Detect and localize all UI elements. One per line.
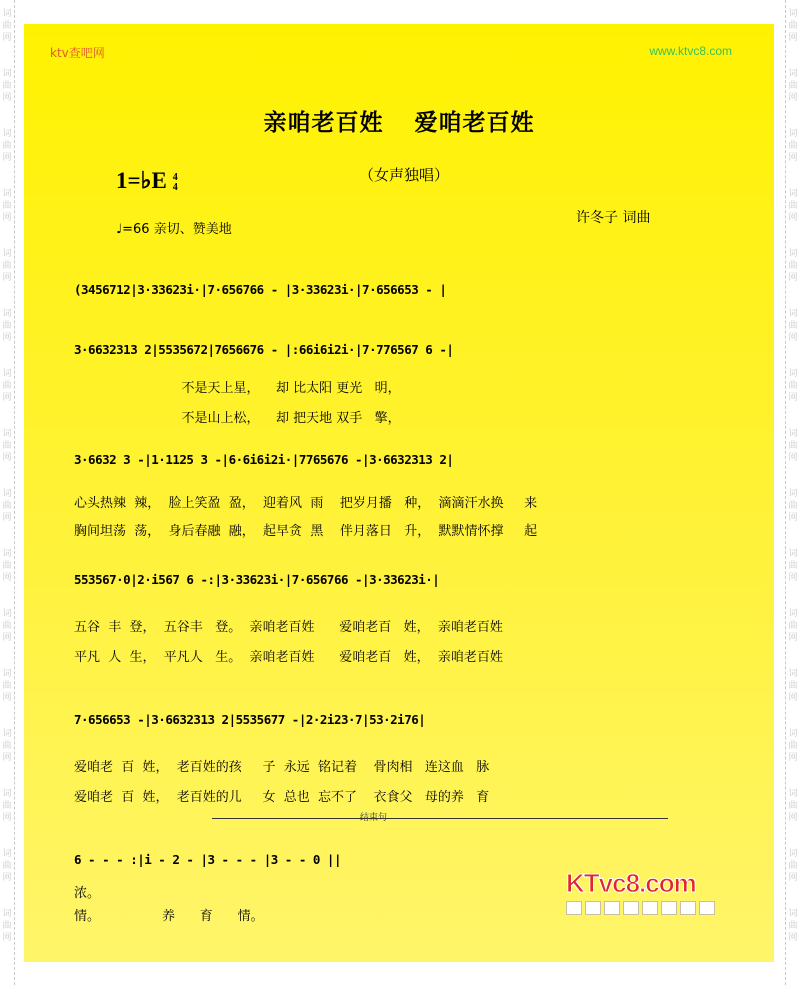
lyric-line: 胸间坦荡 荡， 身后春融 融， 起早贪 黑 伴月落日 升， 默默情怀撑 起 xyxy=(74,524,538,539)
side-watermark: 词 曲 网 xyxy=(788,249,798,283)
side-watermark: 词 曲 网 xyxy=(788,909,798,943)
song-title: 亲咱老百姓 爱咱老百姓 xyxy=(263,110,535,136)
side-watermark: 词 曲 网 xyxy=(2,789,12,823)
lyric-line: 爱咱老 百 姓， 老百姓的儿 女 总也 忘不了 衣食父 母的养 育 xyxy=(74,790,490,805)
side-watermark: 词 曲 网 xyxy=(788,849,798,883)
side-watermark: 词 曲 网 xyxy=(2,549,12,583)
notation-line: 3·6632 3 -|1·1125 3 -|6·6i6i2i·|7765676 -|3·6632313 2| xyxy=(74,452,454,467)
side-watermark: 词 曲 网 xyxy=(788,369,798,403)
side-watermark: 词 曲 网 xyxy=(788,609,798,643)
notation-line: 553567·0|2·i567 6 -:|3·33623i·|7·656766 -|3·33623i·| xyxy=(74,572,440,587)
key-signature xyxy=(116,168,178,194)
side-watermark: 词 曲 网 xyxy=(2,249,12,283)
side-watermark: 词 曲 网 xyxy=(2,669,12,703)
side-watermark: 词 曲 网 xyxy=(788,9,798,43)
side-watermark: 词 曲 网 xyxy=(2,129,12,163)
brand-left[interactable]: ktv查吧网 xyxy=(50,46,105,60)
side-watermark: 词 曲 网 xyxy=(2,189,12,223)
side-watermark: 词 曲 网 xyxy=(2,9,12,43)
side-watermark: 词 曲 网 xyxy=(788,309,798,343)
side-watermark: 词 曲 网 xyxy=(788,549,798,583)
side-watermark: 词 曲 网 xyxy=(788,669,798,703)
side-watermark: 词 曲 网 xyxy=(2,69,12,103)
side-watermark: 词 曲 网 xyxy=(788,489,798,523)
tempo-marking: ♩=66 亲切、赞美地 xyxy=(116,222,232,237)
performance-subtitle: （女声独唱） xyxy=(359,166,450,184)
side-watermark: 词 曲 网 xyxy=(2,489,12,523)
lyric-line: 不是山上松， 却 把天地 双手 擎， xyxy=(74,411,401,426)
lyric-line: 浓。 xyxy=(74,886,101,901)
side-watermark: 词 曲 网 xyxy=(2,309,12,343)
end-phrase-bracket xyxy=(212,818,668,819)
side-watermark: 词 曲 网 xyxy=(2,429,12,463)
lyric-line: 五谷 丰 登， 五谷丰 登。 亲咱老百姓 爱咱老百 姓， 亲咱老百姓 xyxy=(74,620,503,635)
notation-line: 7·656653 -|3·6632313 2|5535677 -|2·2i23·7|53·2i76| xyxy=(74,712,426,727)
side-watermark: 词 曲 网 xyxy=(2,729,12,763)
side-watermark: 词 曲 网 xyxy=(2,849,12,883)
right-margin-strip xyxy=(785,0,800,985)
logo-blocks xyxy=(566,901,726,915)
end-phrase-label: 结束句 xyxy=(360,813,388,823)
lyric-line: 情。 养 育 情。 xyxy=(74,909,264,924)
key-label: 1=♭E xyxy=(116,168,167,193)
side-watermark: 词 曲 网 xyxy=(788,129,798,163)
side-watermark: 词 曲 网 xyxy=(788,429,798,463)
notation-line: (3456712|3·33623i·|7·656766 - |3·33623i·|7·656653 - | xyxy=(74,282,447,297)
side-watermark: 词 曲 网 xyxy=(788,189,798,223)
side-watermark: 词 曲 网 xyxy=(2,909,12,943)
lyric-line: 心头热辣 辣， 脸上笑盈 盈， 迎着风 雨 把岁月播 种， 滴滴汗水换 来 xyxy=(74,496,538,511)
side-watermark: 词 曲 网 xyxy=(788,69,798,103)
lyric-line: 不是天上星， 却 比太阳 更光 明， xyxy=(74,381,401,396)
side-watermark: 词 曲 网 xyxy=(2,369,12,403)
composer-credit: 许冬子 词曲 xyxy=(576,210,651,226)
lyric-line: 爱咱老 百 姓， 老百姓的孩 子 永远 铭记着 骨肉相 连这血 脉 xyxy=(74,760,490,775)
lyric-line: 平凡 人 生， 平凡人 生。 亲咱老百姓 爱咱老百 姓， 亲咱老百姓 xyxy=(74,650,503,665)
brand-url[interactable]: www.ktvc8.com xyxy=(649,44,732,58)
notation-line: 6 - - - :|i - 2 - |3 - - - |3 - - 0 || xyxy=(74,852,341,867)
notation-line: 3·6632313 2|5535672|7656676 - |:66i6i2i·|7·776567 6 -| xyxy=(74,342,454,357)
ktvc8-logo xyxy=(566,868,726,926)
left-margin-strip xyxy=(0,0,15,985)
logo-text: KTvc8.com xyxy=(566,868,696,898)
side-watermark: 词 曲 网 xyxy=(2,609,12,643)
side-watermark: 词 曲 网 xyxy=(788,729,798,763)
time-signature: 4 4 xyxy=(172,171,178,193)
side-watermark: 词 曲 网 xyxy=(788,789,798,823)
